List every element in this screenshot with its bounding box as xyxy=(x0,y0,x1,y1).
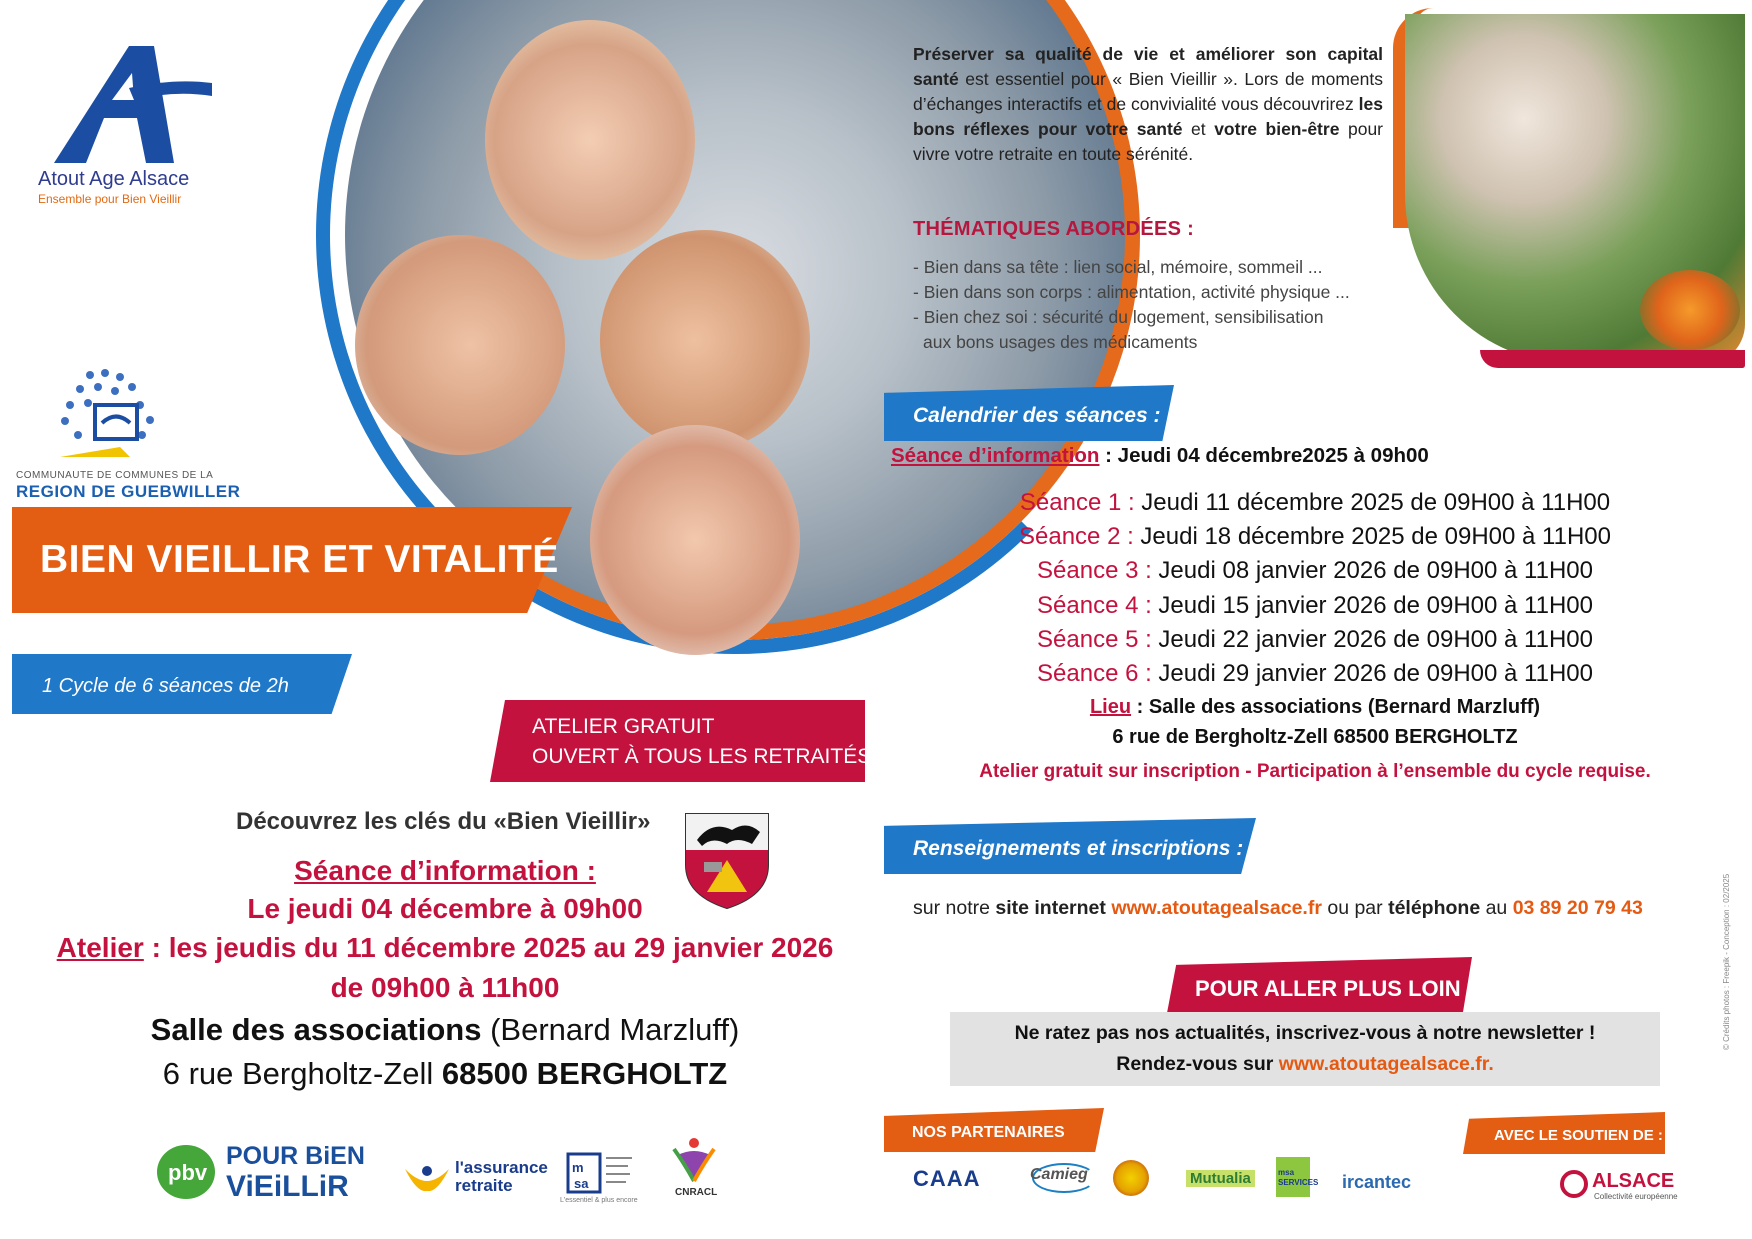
venue-name xyxy=(20,1012,870,1048)
session-row xyxy=(880,592,1750,620)
session-date: Jeudi 18 décembre 2025 de 09H00 à 11H00 xyxy=(1133,523,1611,550)
calendar-info-value: : Jeudi 04 décembre2025 à 09h00 xyxy=(1099,444,1429,467)
venue-city: 68500 BERGHOLTZ xyxy=(441,1056,728,1091)
ccrg-logo-icon xyxy=(50,365,170,465)
contact-site-label: site internet xyxy=(995,897,1106,919)
session-label: Séance 5 : xyxy=(1037,626,1152,653)
session-row xyxy=(880,626,1750,654)
calendar-heading: Calendrier des séances : xyxy=(913,404,1161,427)
newsletter-pre: Rendez-vous sur xyxy=(1116,1053,1279,1075)
session-row xyxy=(880,523,1750,551)
session-label: Séance 4 : xyxy=(1037,592,1152,619)
venue-name-bold: Salle des associations xyxy=(150,1012,482,1047)
session-label: Séance 1 : xyxy=(1019,489,1135,516)
workshop-range: : les jeudis du 11 décembre 2025 au 29 janvier 2026 xyxy=(143,932,834,963)
pbv-line1: POUR BiEN xyxy=(226,1142,365,1170)
atout-age-logo-icon xyxy=(34,38,214,168)
intro-bold-3: votre bien-être xyxy=(1214,119,1340,139)
contact-mid: ou par xyxy=(1321,897,1389,919)
partner-camieg-logo: Camieg xyxy=(1030,1166,1088,1183)
session-date: Jeudi 29 janvier 2026 de 09H00 à 11H00 xyxy=(1151,660,1593,687)
session-label: Séance 6 : xyxy=(1037,660,1152,687)
contact-au: au xyxy=(1480,897,1513,919)
theme-item: - Bien dans sa tête : lien social, mémoire, sommeil ... xyxy=(913,257,1323,277)
garden-arc-crimson xyxy=(1480,350,1745,368)
venue-text: : Salle des associations (Bernard Marzluff) xyxy=(1131,696,1541,718)
calendar-info-label: Séance d’information xyxy=(891,444,1100,467)
theme-item: - Bien dans son corps : alimentation, activité physique ... xyxy=(913,282,1350,302)
assurance-retraite-line2: retraite xyxy=(455,1176,513,1195)
contact-line xyxy=(913,897,1643,920)
session-label: Séance 3 : xyxy=(1037,557,1152,584)
theme-item: - Bien chez soi : sécurité du logement, sensibilisation xyxy=(913,307,1324,327)
newsletter-link[interactable]: www.atoutagealsace.fr. xyxy=(1278,1053,1494,1075)
partner-generali-logo-icon xyxy=(1113,1160,1149,1196)
workshop-label: Atelier xyxy=(56,932,144,963)
info-heading: Renseignements et inscriptions : xyxy=(913,837,1244,860)
newsletter-line2 xyxy=(950,1053,1660,1076)
supporter-alsace-subtitle: Collectivité européenne xyxy=(1594,1192,1678,1201)
free-workshop-line1: ATELIER GRATUIT xyxy=(532,715,715,738)
free-workshop-banner xyxy=(490,700,865,782)
calendar-info-session xyxy=(891,444,1429,468)
partner-msa-services-text: msa SERVICES xyxy=(1278,1168,1319,1187)
theme-item-continued: aux bons usages des médicaments xyxy=(923,332,1198,352)
venue-street: 6 rue Bergholtz-Zell xyxy=(162,1056,442,1091)
session-row xyxy=(880,660,1750,688)
senior-face-left xyxy=(355,235,565,455)
free-workshop-line2: OUVERT À TOUS LES RETRAITÉS xyxy=(532,745,872,768)
session-date: Jeudi 08 janvier 2026 de 09H00 à 11H00 xyxy=(1151,557,1593,584)
senior-face-top xyxy=(485,20,695,260)
brand-tagline: Ensemble pour Bien Vieillir xyxy=(38,192,182,206)
contact-pre: sur notre xyxy=(913,897,996,919)
partner-caaa-logo: CAAA xyxy=(913,1166,981,1191)
intro-text-3: pour vivre votre retraite en toute sérénité. xyxy=(913,119,1384,164)
session-row xyxy=(880,557,1750,585)
partner-mutualia-logo: Mutualia xyxy=(1186,1170,1255,1187)
session-row xyxy=(880,489,1750,517)
alsace-logo-icon xyxy=(1560,1170,1588,1198)
garden-flowers xyxy=(1640,270,1740,350)
venue-label: Lieu xyxy=(1089,696,1132,718)
cnracl-logo-icon xyxy=(670,1135,718,1185)
ccrg-region: REGION DE GUEBWILLER xyxy=(16,482,241,501)
venue-line xyxy=(880,696,1750,719)
website-link[interactable]: www.atoutagealsace.fr xyxy=(1111,897,1322,919)
registration-note: Atelier gratuit sur inscription - Participation à l’ensemble du cycle requise. xyxy=(979,761,1651,782)
partners-heading: NOS PARTENAIRES xyxy=(912,1124,1065,1141)
brand-name: Atout Age Alsace xyxy=(38,168,190,190)
phone-link[interactable]: 03 89 20 79 43 xyxy=(1512,897,1643,919)
session-label: Séance 2 : xyxy=(1019,523,1134,550)
info-session-date: Le jeudi 04 décembre à 09h00 xyxy=(247,893,643,924)
intro-paragraph xyxy=(913,42,1383,167)
assurance-retraite-line1: l'assurance xyxy=(455,1158,548,1177)
support-heading: AVEC LE SOUTIEN DE : xyxy=(1494,1127,1663,1144)
venue-address-right: 6 rue de Bergholtz-Zell 68500 BERGHOLTZ xyxy=(1112,726,1518,748)
intro-bold-1: Préserver sa qualité de vie et améliorer son capital santé xyxy=(913,44,1383,89)
session-date: Jeudi 15 janvier 2026 de 09H00 à 11H00 xyxy=(1151,592,1593,619)
themes-heading: THÉMATIQUES ABORDÉES : xyxy=(913,218,1195,240)
more-heading: POUR ALLER PLUS LOIN xyxy=(1195,976,1461,1001)
discover-heading: Découvrez les clés du «Bien Vieillir» xyxy=(236,808,651,835)
contact-phone-label: téléphone xyxy=(1388,897,1481,919)
msa-tagline: L'essentiel & plus encore xyxy=(560,1197,638,1204)
page-title: BIEN VIEILLIR ET VITALITÉ xyxy=(40,538,559,581)
intro-bold-2: les bons réflexes pour votre santé xyxy=(913,94,1383,139)
info-session-heading xyxy=(20,855,870,887)
pbv-badge-text: pbv xyxy=(168,1160,208,1185)
intro-text-2: et xyxy=(1182,119,1215,139)
workshop-hours: de 09h00 à 11h00 xyxy=(330,972,560,1003)
info-session-label: Séance d’information : xyxy=(294,855,596,886)
session-date: Jeudi 22 janvier 2026 de 09H00 à 11H00 xyxy=(1151,626,1593,653)
intro-text-1: est essentiel pour « Bien Vieillir ». Lors de moments d’échanges interactifs et de convivialité vous découvrirez xyxy=(913,69,1383,114)
svg-text:m: m xyxy=(572,1160,584,1175)
partner-ircantec-logo: ircantec xyxy=(1342,1172,1412,1192)
msa-logo-icon xyxy=(566,1150,636,1196)
senior-face-right xyxy=(600,230,810,450)
senior-face-bottom xyxy=(590,425,800,655)
cycle-text: 1 Cycle de 6 séances de 2h xyxy=(42,675,289,697)
assurance-retraite-logo-icon xyxy=(403,1163,451,1193)
photo-credits: © Crédits photos : Freepik - Conception : 02/2025 xyxy=(1722,873,1731,1050)
venue-address xyxy=(20,1056,870,1092)
newsletter-line1: Ne ratez pas nos actualités, inscrivez-vous à notre newsletter ! xyxy=(1014,1022,1596,1044)
pbv-line2: ViEiLLiR xyxy=(226,1170,349,1203)
workshop-dates xyxy=(20,932,870,964)
svg-text:sa: sa xyxy=(574,1176,589,1191)
ccrg-label: COMMUNAUTE DE COMMUNES DE LA xyxy=(16,470,214,481)
cnracl-name: CNRACL xyxy=(675,1187,718,1198)
venue-name-rest: (Bernard Marzluff) xyxy=(481,1012,740,1047)
supporter-alsace-logo: ALSACE xyxy=(1592,1170,1675,1192)
session-date: Jeudi 11 décembre 2025 de 09H00 à 11H00 xyxy=(1134,489,1611,516)
